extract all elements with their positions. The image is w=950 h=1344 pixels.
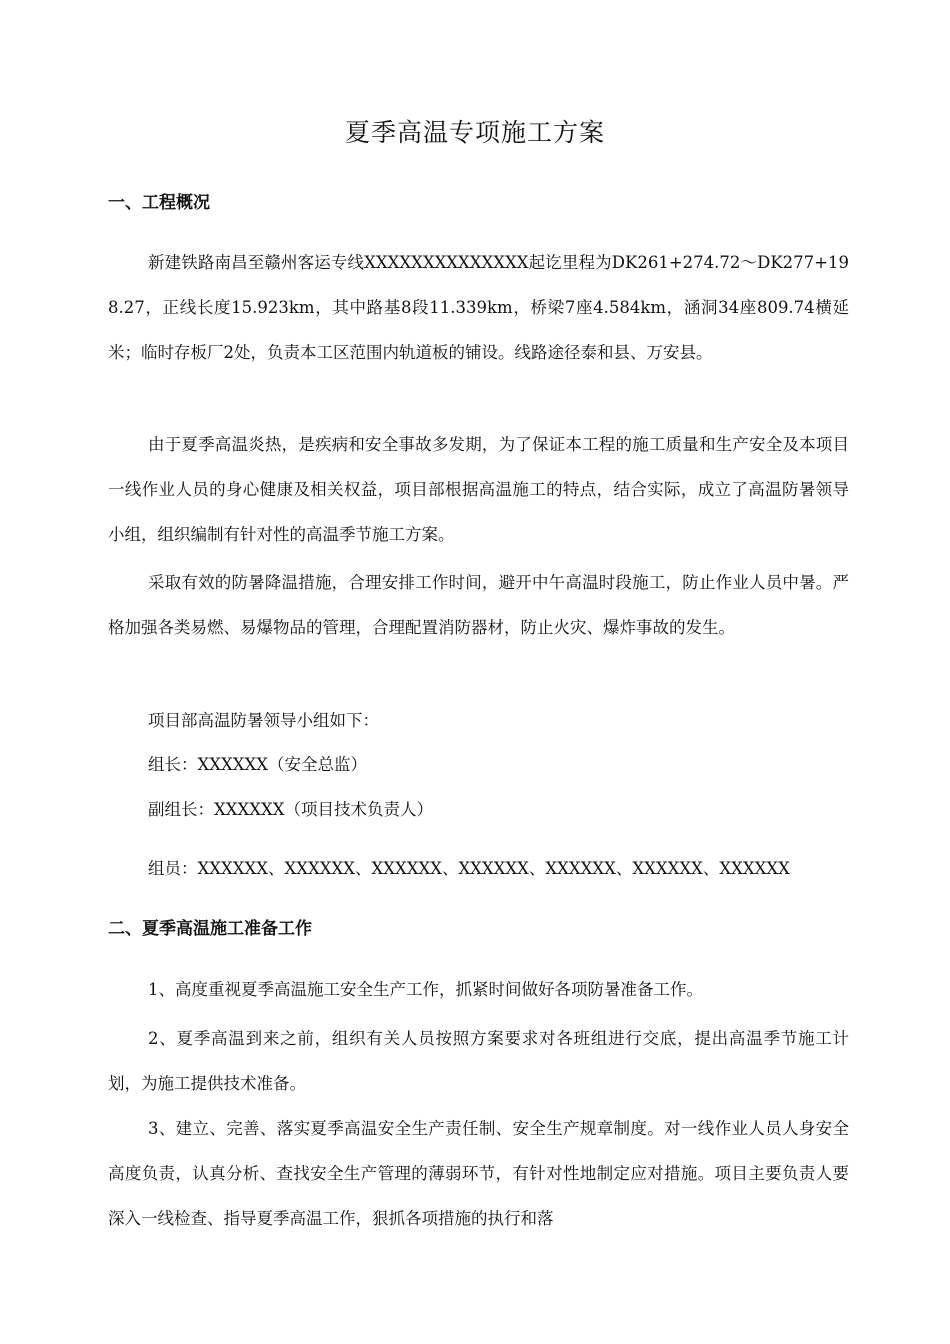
section-heading-preparation: 二、夏季高温施工准备工作 [108,919,312,939]
group-intro-text: 项目部高温防暑领导小组如下： [148,711,379,730]
prep-item-2: 2、夏季高温到来之前，组织有关人员按照方案要求对各班组进行交底，提出高温季节施工计划，为施工提供技术准备。 [108,1029,849,1093]
paragraph-project-scope: 新建铁路南昌至赣州客运专线XXXXXXXXXXXXXX起讫里程为DK261+274.72～DK277+198.27，正线长度15.923km，其中路基8段11.339km，桥梁7座4.584km，涵洞34座809.74横延米；临时存板厂2处，负责本工区范围内轨道板的铺设。线路途径泰和县、万安县。 [108,253,849,362]
paragraph-cooling-measures: 采取有效的防暑降温措施，合理安排工作时间，避开中午高温时段施工，防止作业人员中暑。严格加强各类易燃、易爆物品的管理，合理配置消防器材，防止火灾、爆炸事故的发生。 [108,573,849,637]
group-members-text: 组员：XXXXXX、XXXXXX、XXXXXX、XXXXXX、XXXXXX、XXXXXX、XXXXXX [148,859,790,878]
section-heading-overview: 一、工程概况 [108,193,210,213]
prep-item-1: 1、高度重视夏季高温施工安全生产工作，抓紧时间做好各项防暑准备工作。 [148,980,703,999]
group-deputy-text: 副组长：XXXXXX（项目技术负责人） [148,800,433,819]
paragraph-summer-risk: 由于夏季高温炎热，是疾病和安全事故多发期，为了保证本工程的施工质量和生产安全及本项目一线作业人员的身心健康及相关权益，项目部根据高温施工的特点，结合实际，成立了高温防暑领导小组，组织编制有针对性的高温季节施工方案。 [108,435,849,544]
group-leader-text: 组长：XXXXXX（安全总监） [148,755,367,774]
prep-item-3: 3、建立、完善、落实夏季高温安全生产责任制、安全生产规章制度。对一线作业人员人身安全高度负责，认真分析、查找安全生产管理的薄弱环节，有针对性地制定应对措施。项目主要负责人要深入一线检查、指导夏季高温工作，狠抓各项措施的执行和落 [108,1119,849,1228]
document-title: 夏季高温专项施工方案 [344,118,605,147]
